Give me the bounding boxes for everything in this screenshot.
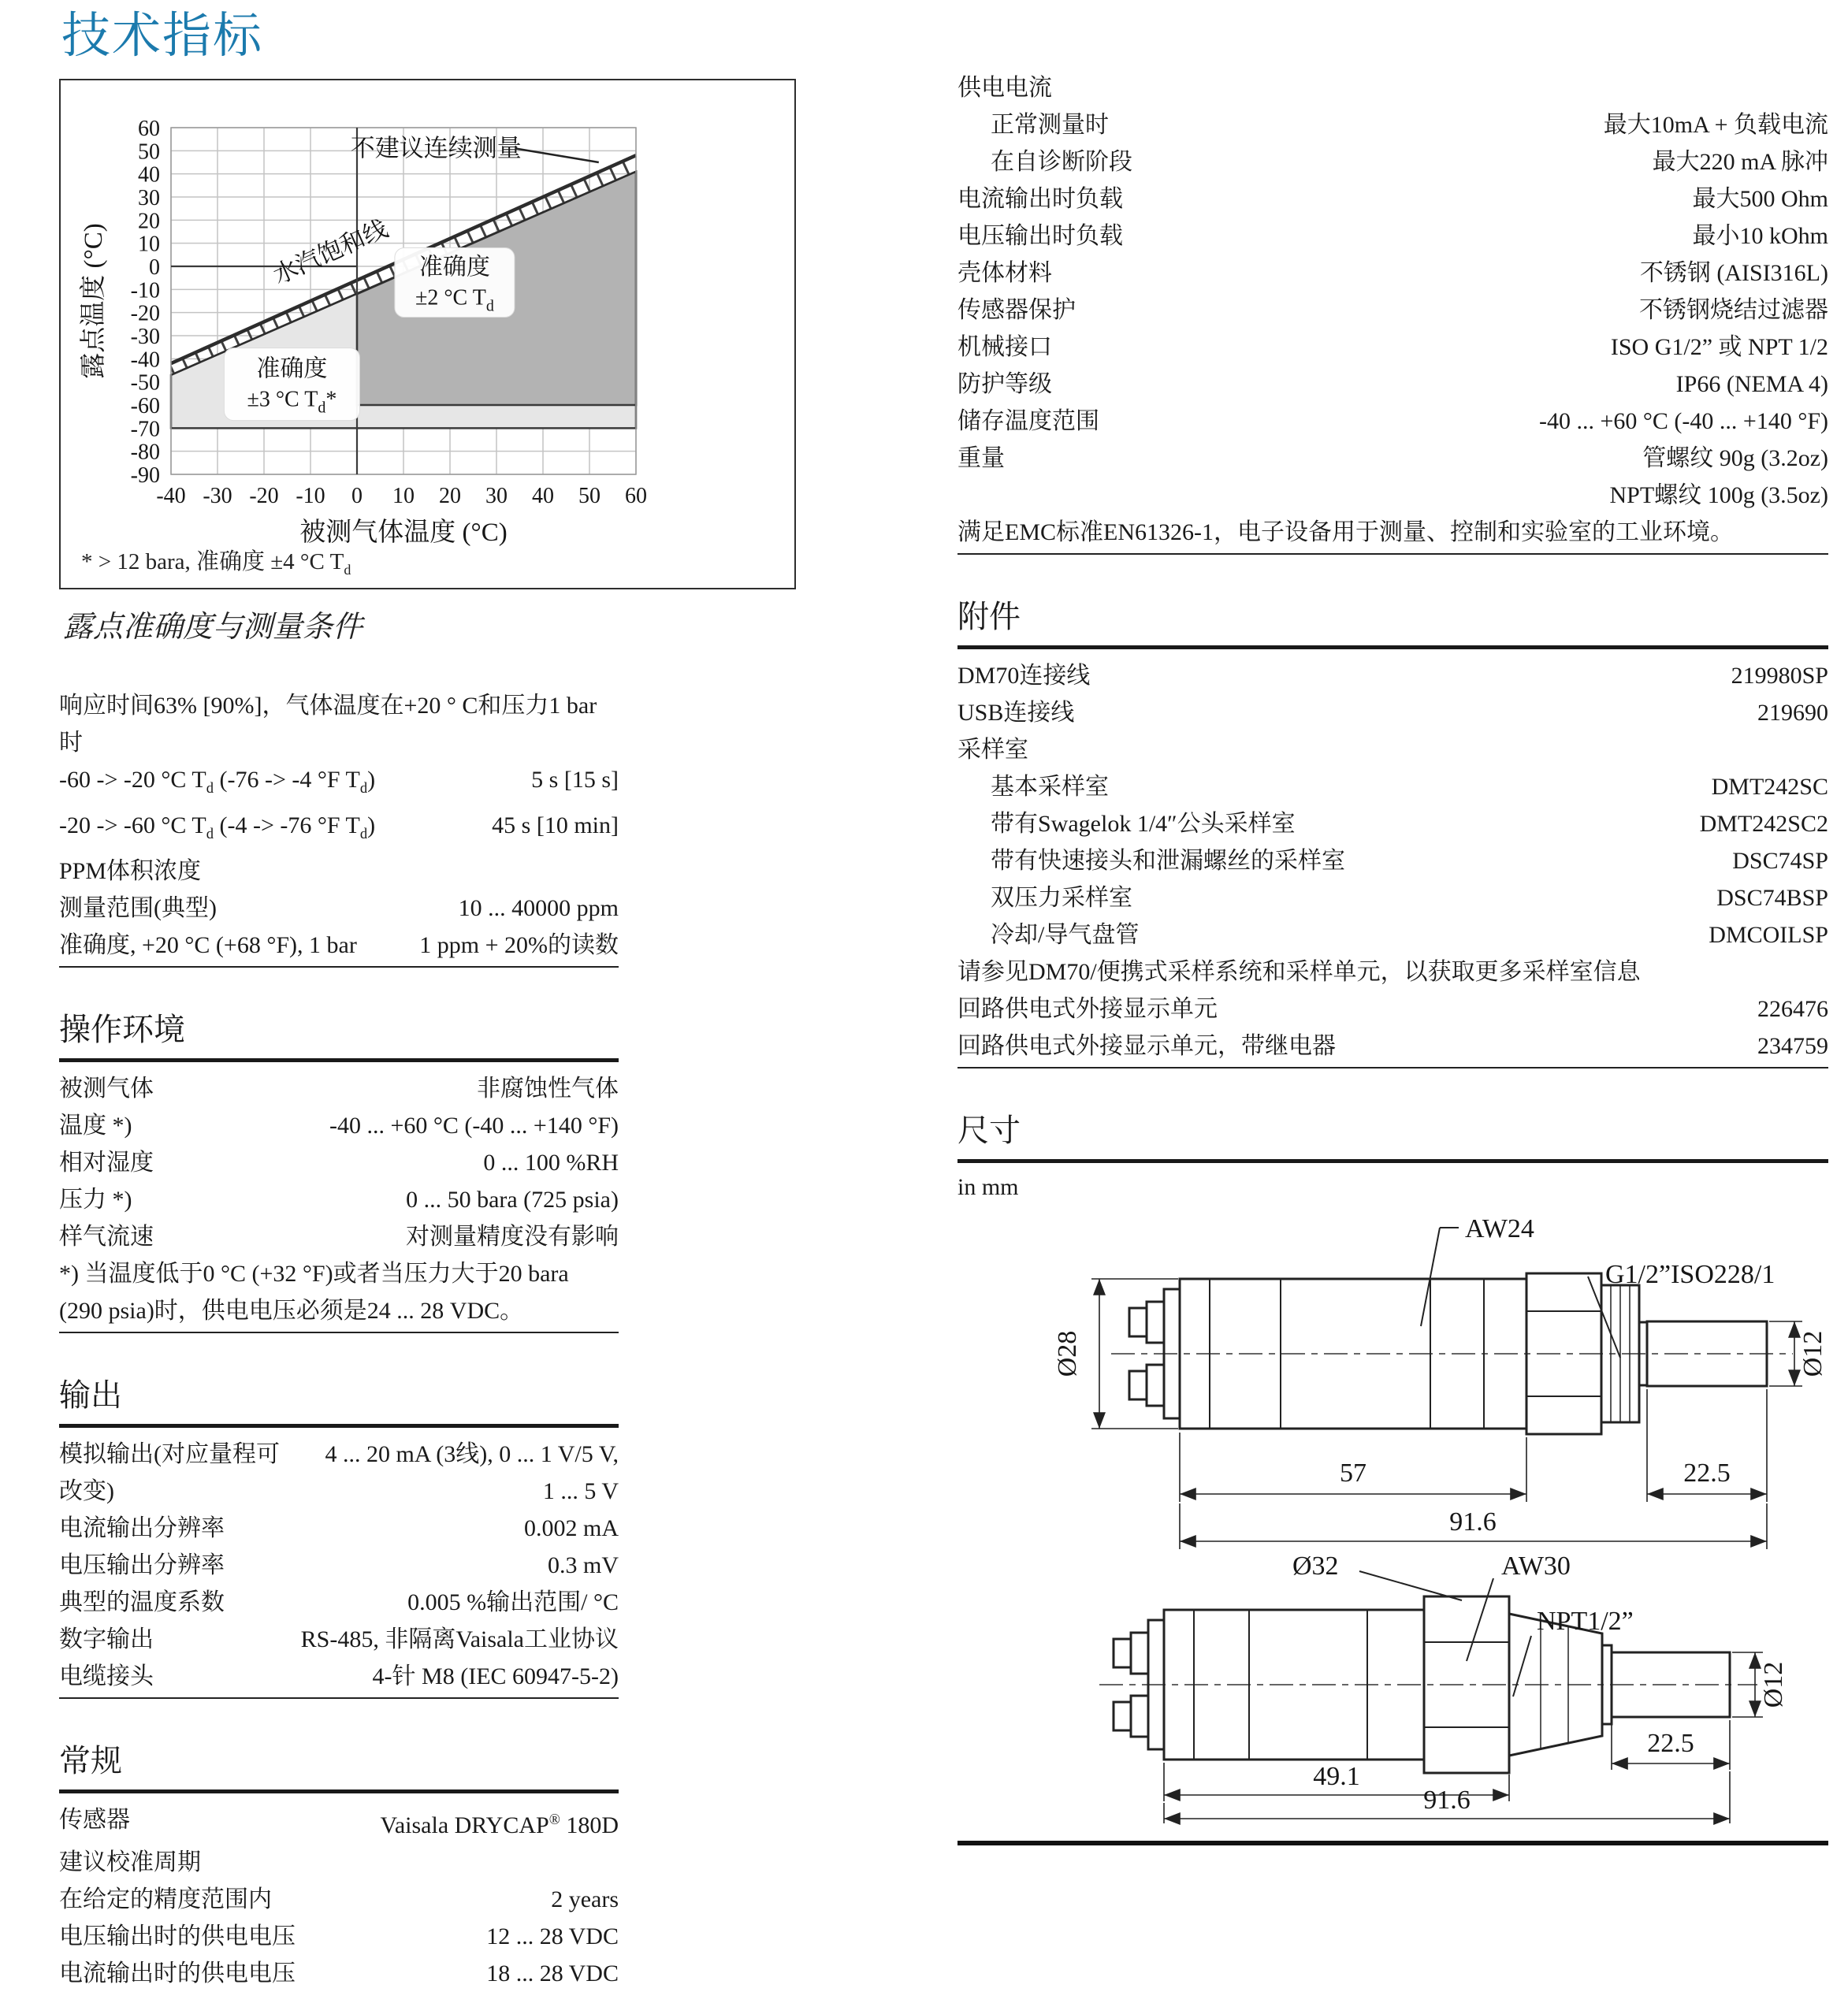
row-label: PPM体积浓度 bbox=[59, 858, 202, 884]
divider bbox=[59, 1697, 619, 1699]
y-tick-label: 40 bbox=[138, 162, 160, 188]
x-tick-label: -30 bbox=[203, 484, 232, 508]
spec-row: 被测气体 非腐蚀性气体 bbox=[59, 1076, 619, 1102]
spec-row: 数字输出 RS-485, 非隔离Vaisala工业协议 bbox=[59, 1626, 619, 1652]
accuracy-3c-label-line1: 准确度 bbox=[256, 355, 328, 382]
spec-row: 相对湿度 0 ... 100 %RH bbox=[59, 1150, 619, 1176]
divider bbox=[59, 966, 619, 968]
dim-probe-length: 22.5 bbox=[1683, 1459, 1731, 1488]
spec-row: 样气流速 对测量精度没有影响 bbox=[59, 1224, 619, 1250]
spec-row: USB连接线 219690 bbox=[957, 700, 1828, 726]
spec-row: NPT螺纹 100g (3.5oz) bbox=[1609, 482, 1828, 508]
spec-row bbox=[59, 927, 619, 964]
spec-row: 建议校准周期 bbox=[59, 1849, 201, 1875]
accuracy-2c-label-line1: 准确度 bbox=[418, 254, 490, 281]
x-tick-label: 60 bbox=[625, 484, 647, 508]
leader-npt bbox=[1513, 1636, 1531, 1697]
spec-row: 电压输出时负载 最小10 kOhm bbox=[957, 223, 1828, 249]
spec-row: 电缆接头 4-针 M8 (IEC 60947-5-2) bbox=[59, 1663, 619, 1689]
row-value: 1 ppm + 20%的读数 bbox=[419, 932, 619, 958]
spec-row: 传感器 Vaisala DRYCAP® 180D bbox=[59, 1801, 619, 1844]
spec-row: 采样室 bbox=[957, 737, 1028, 763]
spec-row: 传感器保护 不锈钢烧结过滤器 bbox=[957, 297, 1828, 323]
spec-row: 机械接口 ISO G1/2” 或 NPT 1/2 bbox=[957, 334, 1828, 360]
spec-row: 电压输出分辨率 0.3 mV bbox=[59, 1552, 619, 1578]
spec-row: 模拟输出(对应量程可 4 ... 20 mA (3线), 0 ... 1 V/5 V, bbox=[59, 1441, 619, 1467]
spec-row: 供电电流 bbox=[957, 75, 1052, 101]
accuracy-2c-label-line2: ±2 °C $T_d$ bbox=[415, 285, 494, 315]
spec-row: 回路供电式外接显示单元 226476 bbox=[957, 996, 1828, 1022]
divider bbox=[957, 553, 1828, 555]
env-footnote: *) 当温度低于0 °C (+32 °F)或者当压力大于20 bara bbox=[59, 1261, 569, 1287]
spec-row bbox=[59, 807, 619, 853]
spec-row: 双压力采样室 DSC74BSP bbox=[991, 885, 1828, 911]
row-value: 10 ... 40000 ppm bbox=[458, 895, 619, 921]
label-thread-npt: NPT1/2” bbox=[1537, 1607, 1634, 1636]
section-header-dimensions: 尺寸 bbox=[957, 1109, 1828, 1163]
row-value: 5 s [15 s] bbox=[531, 767, 619, 793]
y-axis-label: 露点温度 (°C) bbox=[80, 223, 108, 379]
x-tick-label: 10 bbox=[392, 484, 415, 508]
x-tick-label: 50 bbox=[578, 484, 601, 508]
row-value: 45 s [10 min] bbox=[492, 812, 619, 838]
leader-aw30 bbox=[1467, 1578, 1493, 1661]
spec-row: 改变) 1 ... 5 V bbox=[59, 1478, 619, 1504]
env-footnote: (290 psia)时，供电电压必须是24 ... 28 VDC。 bbox=[59, 1298, 524, 1324]
x-tick-label: 40 bbox=[532, 484, 554, 508]
dimension-drawings-svg bbox=[957, 1204, 1828, 1827]
accuracy-3c-label-line2: ±3 °C $T_d*$ bbox=[247, 387, 337, 417]
warn-annotation: 不建议连续测量 bbox=[350, 134, 522, 162]
y-tick-label: -60 bbox=[130, 394, 160, 418]
chart-footnote: * > 12 bara, 准确度 ±4 °C $T_d$ bbox=[81, 549, 351, 578]
dim-probe-length: 22.5 bbox=[1647, 1729, 1694, 1758]
dim-total-length: 91.6 bbox=[1423, 1786, 1471, 1815]
spec-row: 在自诊断阶段 最大220 mA 脉冲 bbox=[991, 149, 1828, 175]
row-label: 测量范围(典型) bbox=[59, 895, 217, 921]
y-tick-label: 50 bbox=[138, 139, 160, 165]
y-tick-label: -70 bbox=[130, 417, 160, 442]
spec-row: 电压输出时的供电电压 12 ... 28 VDC bbox=[59, 1923, 619, 1949]
dimension-unit: in mm bbox=[957, 1174, 1019, 1200]
section-header-accessories: 附件 bbox=[957, 596, 1828, 649]
spec-row: 在给定的精度范围内 2 years bbox=[59, 1886, 619, 1912]
divider bbox=[59, 1332, 619, 1333]
transmitter-drawing-g12 bbox=[1111, 1273, 1793, 1434]
spec-row: 防护等级 IP66 (NEMA 4) bbox=[957, 371, 1828, 397]
y-tick-label: -80 bbox=[130, 440, 160, 465]
spec-row: 回路供电式外接显示单元，带继电器 234759 bbox=[957, 1033, 1828, 1059]
spec-row: 基本采样室 DMT242SC bbox=[991, 774, 1828, 800]
spec-row bbox=[59, 761, 619, 807]
spec-row: 冷却/导气盘管 DMCOILSP bbox=[991, 922, 1828, 948]
bottom-rule bbox=[957, 1841, 1828, 1845]
dim-dia-probe: Ø12 bbox=[1759, 1661, 1788, 1708]
x-tick-label: 0 bbox=[351, 484, 363, 508]
spec-row: 温度 *) -40 ... +60 °C (-40 ... +140 °F) bbox=[59, 1113, 619, 1139]
y-tick-label: -10 bbox=[130, 278, 160, 303]
y-tick-label: -20 bbox=[130, 301, 160, 326]
chart-caption: 露点准确度与测量条件 bbox=[63, 611, 363, 644]
divider bbox=[957, 1067, 1828, 1068]
spec-row: 压力 *) 0 ... 50 bara (725 psia) bbox=[59, 1187, 619, 1213]
dim-body-length: 49.1 bbox=[1313, 1762, 1360, 1791]
spec-row: 电流输出分辨率 0.002 mA bbox=[59, 1515, 619, 1541]
dim-total-length: 91.6 bbox=[1449, 1507, 1497, 1537]
spec-row: 重量 管螺纹 90g (3.2oz) bbox=[957, 445, 1828, 471]
x-tick-label: 20 bbox=[439, 484, 461, 508]
response-time-intro: 响应时间63% [90%]，气体温度在+20 ° C和压力1 bar时 bbox=[59, 693, 597, 756]
x-tick-label: -40 bbox=[156, 484, 186, 508]
row-label: -20 -> -60 °C $T_d$ (-4 -> -76 °F $T_d$) bbox=[59, 812, 376, 842]
sampling-note: 请参见DM70/便携式采样系统和采样单元，以获取更多采样室信息 bbox=[957, 959, 1641, 985]
saturation-annotation: 水汽饱和线 bbox=[269, 214, 392, 290]
label-thread-g12: G1/2”ISO228/1 bbox=[1605, 1260, 1775, 1289]
y-tick-label: 30 bbox=[138, 186, 160, 210]
spec-row: 壳体材料 不锈钢 (AISI316L) bbox=[957, 260, 1828, 286]
spec-row: 正常测量时 最大10mA + 负载电流 bbox=[991, 112, 1828, 138]
dim-dia-body: Ø28 bbox=[1053, 1330, 1082, 1377]
y-tick-label: -40 bbox=[130, 347, 160, 373]
leader-dia32 bbox=[1359, 1571, 1462, 1600]
label-dia32: Ø32 bbox=[1292, 1552, 1339, 1581]
spec-row: 带有Swagelok 1/4″公头采样室 DMT242SC2 bbox=[991, 811, 1828, 837]
section-header-general: 常规 bbox=[59, 1740, 619, 1793]
label-aw30: AW30 bbox=[1501, 1552, 1571, 1581]
y-tick-label: -30 bbox=[130, 325, 160, 349]
label-aw24: AW24 bbox=[1465, 1214, 1534, 1243]
spec-row: 典型的温度系数 0.005 %输出范围/ °C bbox=[59, 1589, 619, 1615]
spec-row bbox=[59, 853, 619, 890]
x-tick-label: -20 bbox=[249, 484, 279, 508]
spec-row: 电流输出时的供电电压 18 ... 28 VDC bbox=[59, 1960, 619, 1986]
dim-body-length: 57 bbox=[1340, 1459, 1366, 1488]
spec-row: 储存温度范围 -40 ... +60 °C (-40 ... +140 °F) bbox=[957, 408, 1828, 434]
page-title: 技术指标 bbox=[61, 9, 264, 63]
y-tick-label: -90 bbox=[130, 463, 160, 488]
y-tick-label: 60 bbox=[138, 117, 160, 141]
row-label: -60 -> -20 °C $T_d$ (-76 -> -4 °F $T_d$) bbox=[59, 767, 376, 797]
spec-row bbox=[59, 890, 619, 927]
dim-dia-probe: Ø12 bbox=[1798, 1330, 1828, 1377]
right-column bbox=[957, 69, 1828, 1845]
section-header-output: 输出 bbox=[59, 1374, 619, 1428]
spec-row: 电流输出时负载 最大500 Ohm bbox=[957, 186, 1828, 212]
y-tick-label: 20 bbox=[138, 209, 160, 234]
spec-row: DM70连接线 219980SP bbox=[957, 663, 1828, 689]
left-column bbox=[59, 687, 619, 1992]
dewpoint-accuracy-figure bbox=[59, 79, 796, 589]
dewpoint-chart-svg bbox=[61, 80, 794, 545]
x-tick-label: -10 bbox=[296, 484, 325, 508]
section-header-operating-environment: 操作环境 bbox=[59, 1009, 619, 1062]
y-tick-label: -50 bbox=[130, 370, 160, 396]
row-label: 准确度, +20 °C (+68 °F), 1 bar bbox=[59, 932, 357, 958]
spec-row: 带有快速接头和泄漏螺丝的采样室 DSC74SP bbox=[991, 848, 1828, 874]
x-axis-label: 被测气体温度 (°C) bbox=[299, 518, 508, 547]
x-tick-label: 30 bbox=[485, 484, 508, 508]
y-tick-label: 10 bbox=[138, 232, 160, 257]
y-tick-label: 0 bbox=[149, 255, 160, 280]
emc-note: 满足EMC标准EN61326-1，电子设备用于测量、控制和实验室的工业环境。 bbox=[957, 519, 1734, 545]
row-value: Vaisala DRYCAP® 180D bbox=[380, 1812, 619, 1838]
